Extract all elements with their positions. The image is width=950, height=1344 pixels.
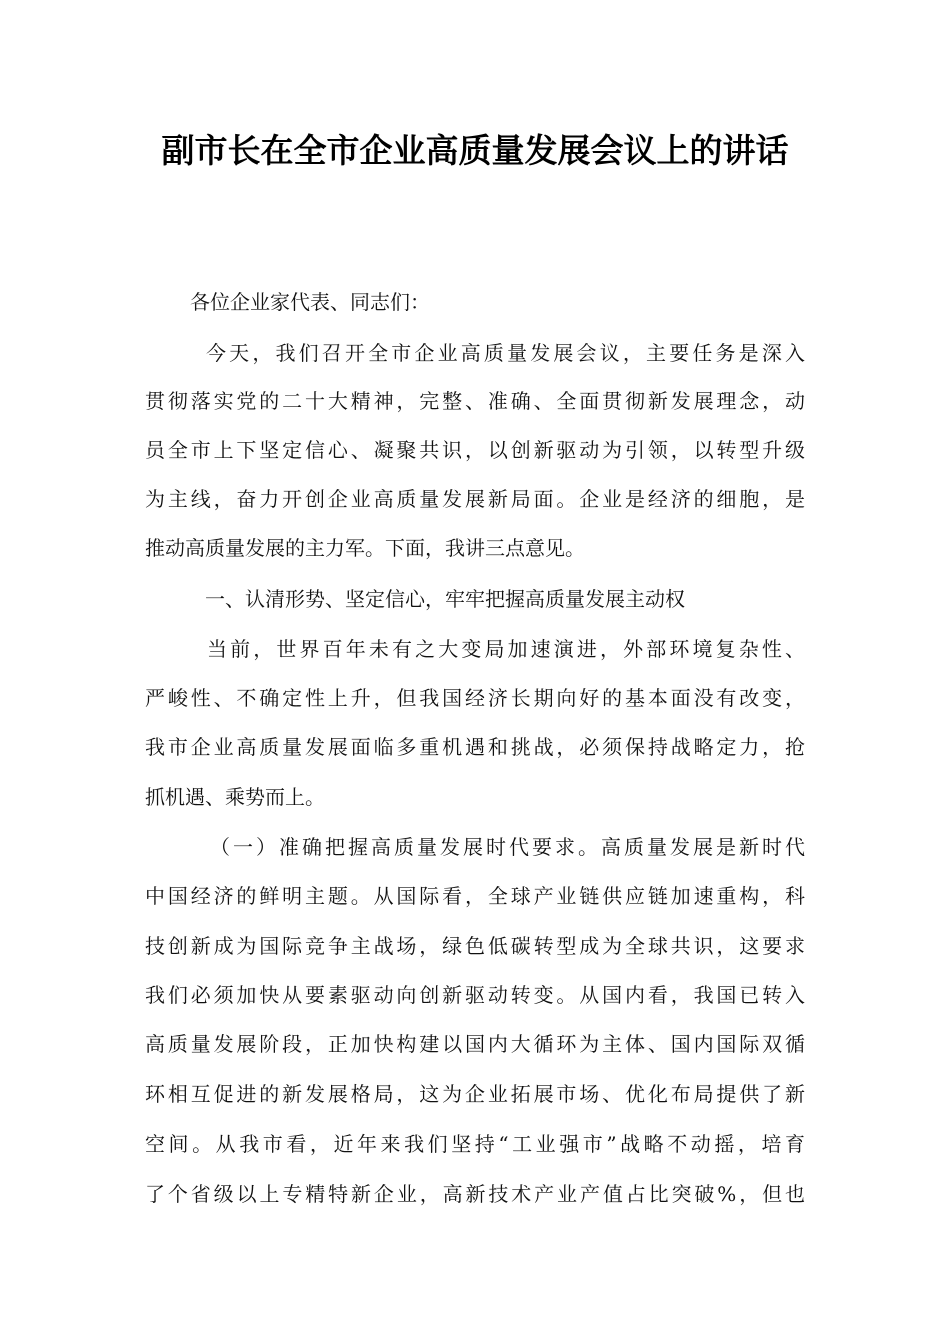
paragraph-line: 员全市上下坚定信心、凝聚共识，以创新驱动为引领，以转型升级 bbox=[145, 438, 805, 462]
paragraph-line: 今天，我们召开全市企业高质量发展会议，主要任务是深入 bbox=[206, 341, 805, 365]
paragraph-line: 我市企业高质量发展面临多重机遇和挑战，必须保持战略定力，抢 bbox=[145, 735, 805, 759]
paragraph-line: 我们必须加快从要素驱动向创新驱动转变。从国内看，我国已转入 bbox=[145, 983, 805, 1007]
paragraph-line: 严峻性、不确定性上升，但我国经济长期向好的基本面没有改变， bbox=[145, 686, 805, 710]
paragraph-line: 技创新成为国际竞争主战场，绿色低碳转型成为全球共识，这要求 bbox=[145, 934, 805, 958]
paragraph-line: 为主线，奋力开创企业高质量发展新局面。企业是经济的细胞，是 bbox=[145, 487, 805, 511]
salutation: 各位企业家代表、同志们： bbox=[190, 290, 430, 314]
paragraph-line: 了个省级以上专精特新企业，高新技术产业产值占比突破%，但也 bbox=[145, 1182, 805, 1206]
section-heading: 一、认清形势、坚定信心，牢牢把握高质量发展主动权 bbox=[205, 587, 685, 611]
paragraph-line: 环相互促进的新发展格局，这为企业拓展市场、优化布局提供了新 bbox=[145, 1082, 805, 1106]
paragraph-line: 高质量发展阶段，正加快构建以国内大循环为主体、国内国际双循 bbox=[145, 1032, 805, 1056]
paragraph-line: 当前，世界百年未有之大变局加速演进，外部环境复杂性、 bbox=[207, 637, 805, 661]
paragraph-line: 空间。从我市看，近年来我们坚持“工业强市”战略不动摇，培育 bbox=[145, 1132, 805, 1156]
document-title: 副市长在全市企业高质量发展会议上的讲话 bbox=[161, 131, 789, 170]
paragraph-line: 中国经济的鲜明主题。从国际看，全球产业链供应链加速重构，科 bbox=[145, 884, 805, 908]
paragraph-line: 抓机遇、乘势而上。 bbox=[145, 785, 325, 809]
paragraph-line: 贯彻落实党的二十大精神，完整、准确、全面贯彻新发展理念，动 bbox=[145, 389, 805, 413]
paragraph-line: （一）准确把握高质量发展时代要求。高质量发展是新时代 bbox=[210, 835, 805, 859]
paragraph-line: 推动高质量发展的主力军。下面，我讲三点意见。 bbox=[145, 536, 585, 560]
